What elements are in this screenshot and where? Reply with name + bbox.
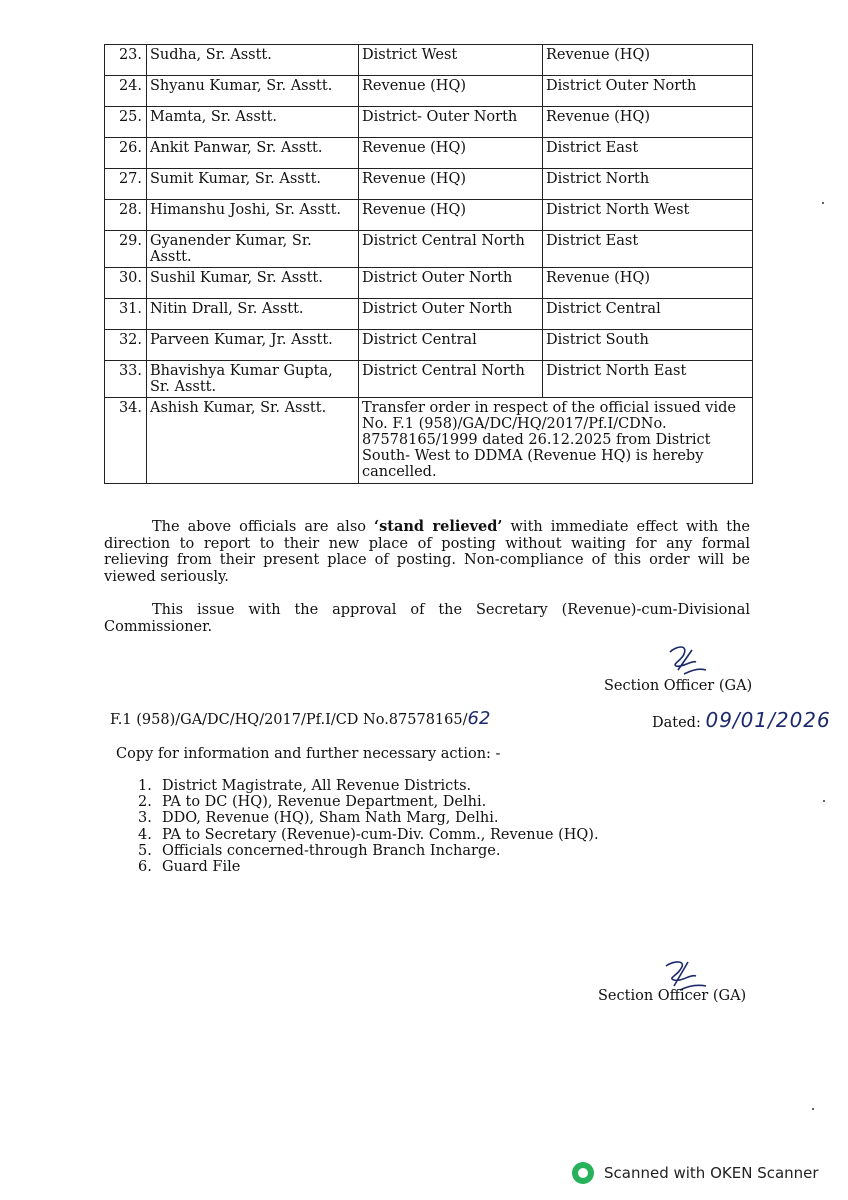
serial-no: 32. (105, 330, 147, 361)
official-name: Ankit Panwar, Sr. Asstt. (147, 138, 359, 169)
to-posting: District East (543, 231, 753, 268)
serial-no: 31. (105, 299, 147, 330)
list-item: 4. PA to Secretary (Revenue)-cum-Div. Comm., Revenue (HQ). (138, 826, 599, 843)
to-posting: District East (543, 138, 753, 169)
serial-no: 34. (105, 398, 147, 484)
para-text-before: The above officials are also (152, 519, 375, 535)
signatory-title: Section Officer (GA) (604, 678, 753, 694)
official-name: Himanshu Joshi, Sr. Asstt. (147, 200, 359, 231)
serial-no: 30. (105, 268, 147, 299)
serial-no: 29. (105, 231, 147, 268)
from-posting: District Outer North (359, 299, 543, 330)
official-name: Sudha, Sr. Asstt. (147, 45, 359, 76)
official-name: Mamta, Sr. Asstt. (147, 107, 359, 138)
transfer-table (104, 44, 753, 484)
scan-speck (812, 1108, 814, 1110)
list-item: 6. Guard File (138, 859, 241, 876)
to-posting: Revenue (HQ) (543, 107, 753, 138)
table-row (105, 107, 753, 138)
table-row (105, 361, 753, 398)
list-item: 2. PA to DC (HQ), Revenue Department, Delhi. (138, 794, 487, 811)
serial-no: 25. (105, 107, 147, 138)
from-posting: Revenue (HQ) (359, 76, 543, 107)
from-posting: District Central (359, 330, 543, 361)
official-name: Shyanu Kumar, Sr. Asstt. (147, 76, 359, 107)
signature-icon (662, 640, 712, 680)
to-posting: Revenue (HQ) (543, 45, 753, 76)
from-posting: Revenue (HQ) (359, 200, 543, 231)
dated-line (652, 708, 831, 732)
file-number-handwritten: 62 (467, 708, 491, 729)
to-posting: District South (543, 330, 753, 361)
table-row (105, 138, 753, 169)
scan-speck (823, 800, 825, 802)
table-row (105, 398, 753, 484)
approval-paragraph: This issue with the approval of the Secretary (Revenue)-cum-Divisional Commissioner. (104, 602, 750, 635)
to-posting: District Outer North (543, 76, 753, 107)
dated-label: Dated: (652, 715, 701, 731)
from-posting: District Central North (359, 231, 543, 268)
table-row (105, 268, 753, 299)
from-posting: District Central North (359, 361, 543, 398)
table-row (105, 45, 753, 76)
scan-speck (822, 202, 824, 204)
dated-handwritten: 09/01/2026 (705, 708, 831, 732)
official-name: Bhavishya Kumar Gupta, Sr. Asstt. (147, 361, 359, 398)
serial-no: 24. (105, 76, 147, 107)
signatory-title: Section Officer (GA) (598, 988, 747, 1004)
relieved-paragraph (104, 519, 750, 585)
from-posting: Revenue (HQ) (359, 138, 543, 169)
official-name: Sushil Kumar, Sr. Asstt. (147, 268, 359, 299)
to-posting: District Central (543, 299, 753, 330)
official-name: Ashish Kumar, Sr. Asstt. (147, 398, 359, 484)
from-posting: District- Outer North (359, 107, 543, 138)
to-posting: District North (543, 169, 753, 200)
scanner-text: Scanned with OKEN Scanner (604, 1164, 819, 1182)
to-posting: District North East (543, 361, 753, 398)
table-row (105, 76, 753, 107)
cancellation-note: Transfer order in respect of the official issued vide No. F.1 (958)/GA/DC/HQ/2017/Pf.I/CDNo. 87578165/1999 dated 26.12.2025 from District South- West to DDMA (Revenue HQ) is hereby cancelled. (359, 398, 753, 484)
scanner-watermark (572, 1162, 819, 1184)
serial-no: 23. (105, 45, 147, 76)
file-number (110, 708, 490, 729)
table-row (105, 299, 753, 330)
official-name: Nitin Drall, Sr. Asstt. (147, 299, 359, 330)
to-posting: Revenue (HQ) (543, 268, 753, 299)
official-name: Parveen Kumar, Jr. Asstt. (147, 330, 359, 361)
official-name: Gyanender Kumar, Sr. Asstt. (147, 231, 359, 268)
to-posting: District North West (543, 200, 753, 231)
from-posting: District West (359, 45, 543, 76)
copy-list (138, 778, 599, 875)
para-text-after: with immediate effect with the direction to report to their new place of posting without waiting for any formal relieving from their present place of posting. Non-compliance of this order will be viewed seriously. (104, 519, 750, 585)
oken-scanner-logo-icon (572, 1162, 594, 1184)
file-number-text: F.1 (958)/GA/DC/HQ/2017/Pf.I/CD No.87578165/ (110, 712, 468, 728)
list-item: 3. DDO, Revenue (HQ), Sham Nath Marg, Delhi. (138, 810, 499, 827)
official-name: Sumit Kumar, Sr. Asstt. (147, 169, 359, 200)
table-row (105, 231, 753, 268)
table-row (105, 330, 753, 361)
copy-intro: Copy for information and further necessary action: - (116, 746, 501, 762)
serial-no: 27. (105, 169, 147, 200)
table-row (105, 200, 753, 231)
list-item: 5. Officials concerned-through Branch Incharge. (138, 842, 501, 859)
stand-relieved-emphasis: ‘stand relieved’ (374, 518, 503, 535)
table-row (105, 169, 753, 200)
from-posting: Revenue (HQ) (359, 169, 543, 200)
serial-no: 33. (105, 361, 147, 398)
serial-no: 26. (105, 138, 147, 169)
from-posting: District Outer North (359, 268, 543, 299)
serial-no: 28. (105, 200, 147, 231)
list-item: 1. District Magistrate, All Revenue Districts. (138, 778, 472, 794)
